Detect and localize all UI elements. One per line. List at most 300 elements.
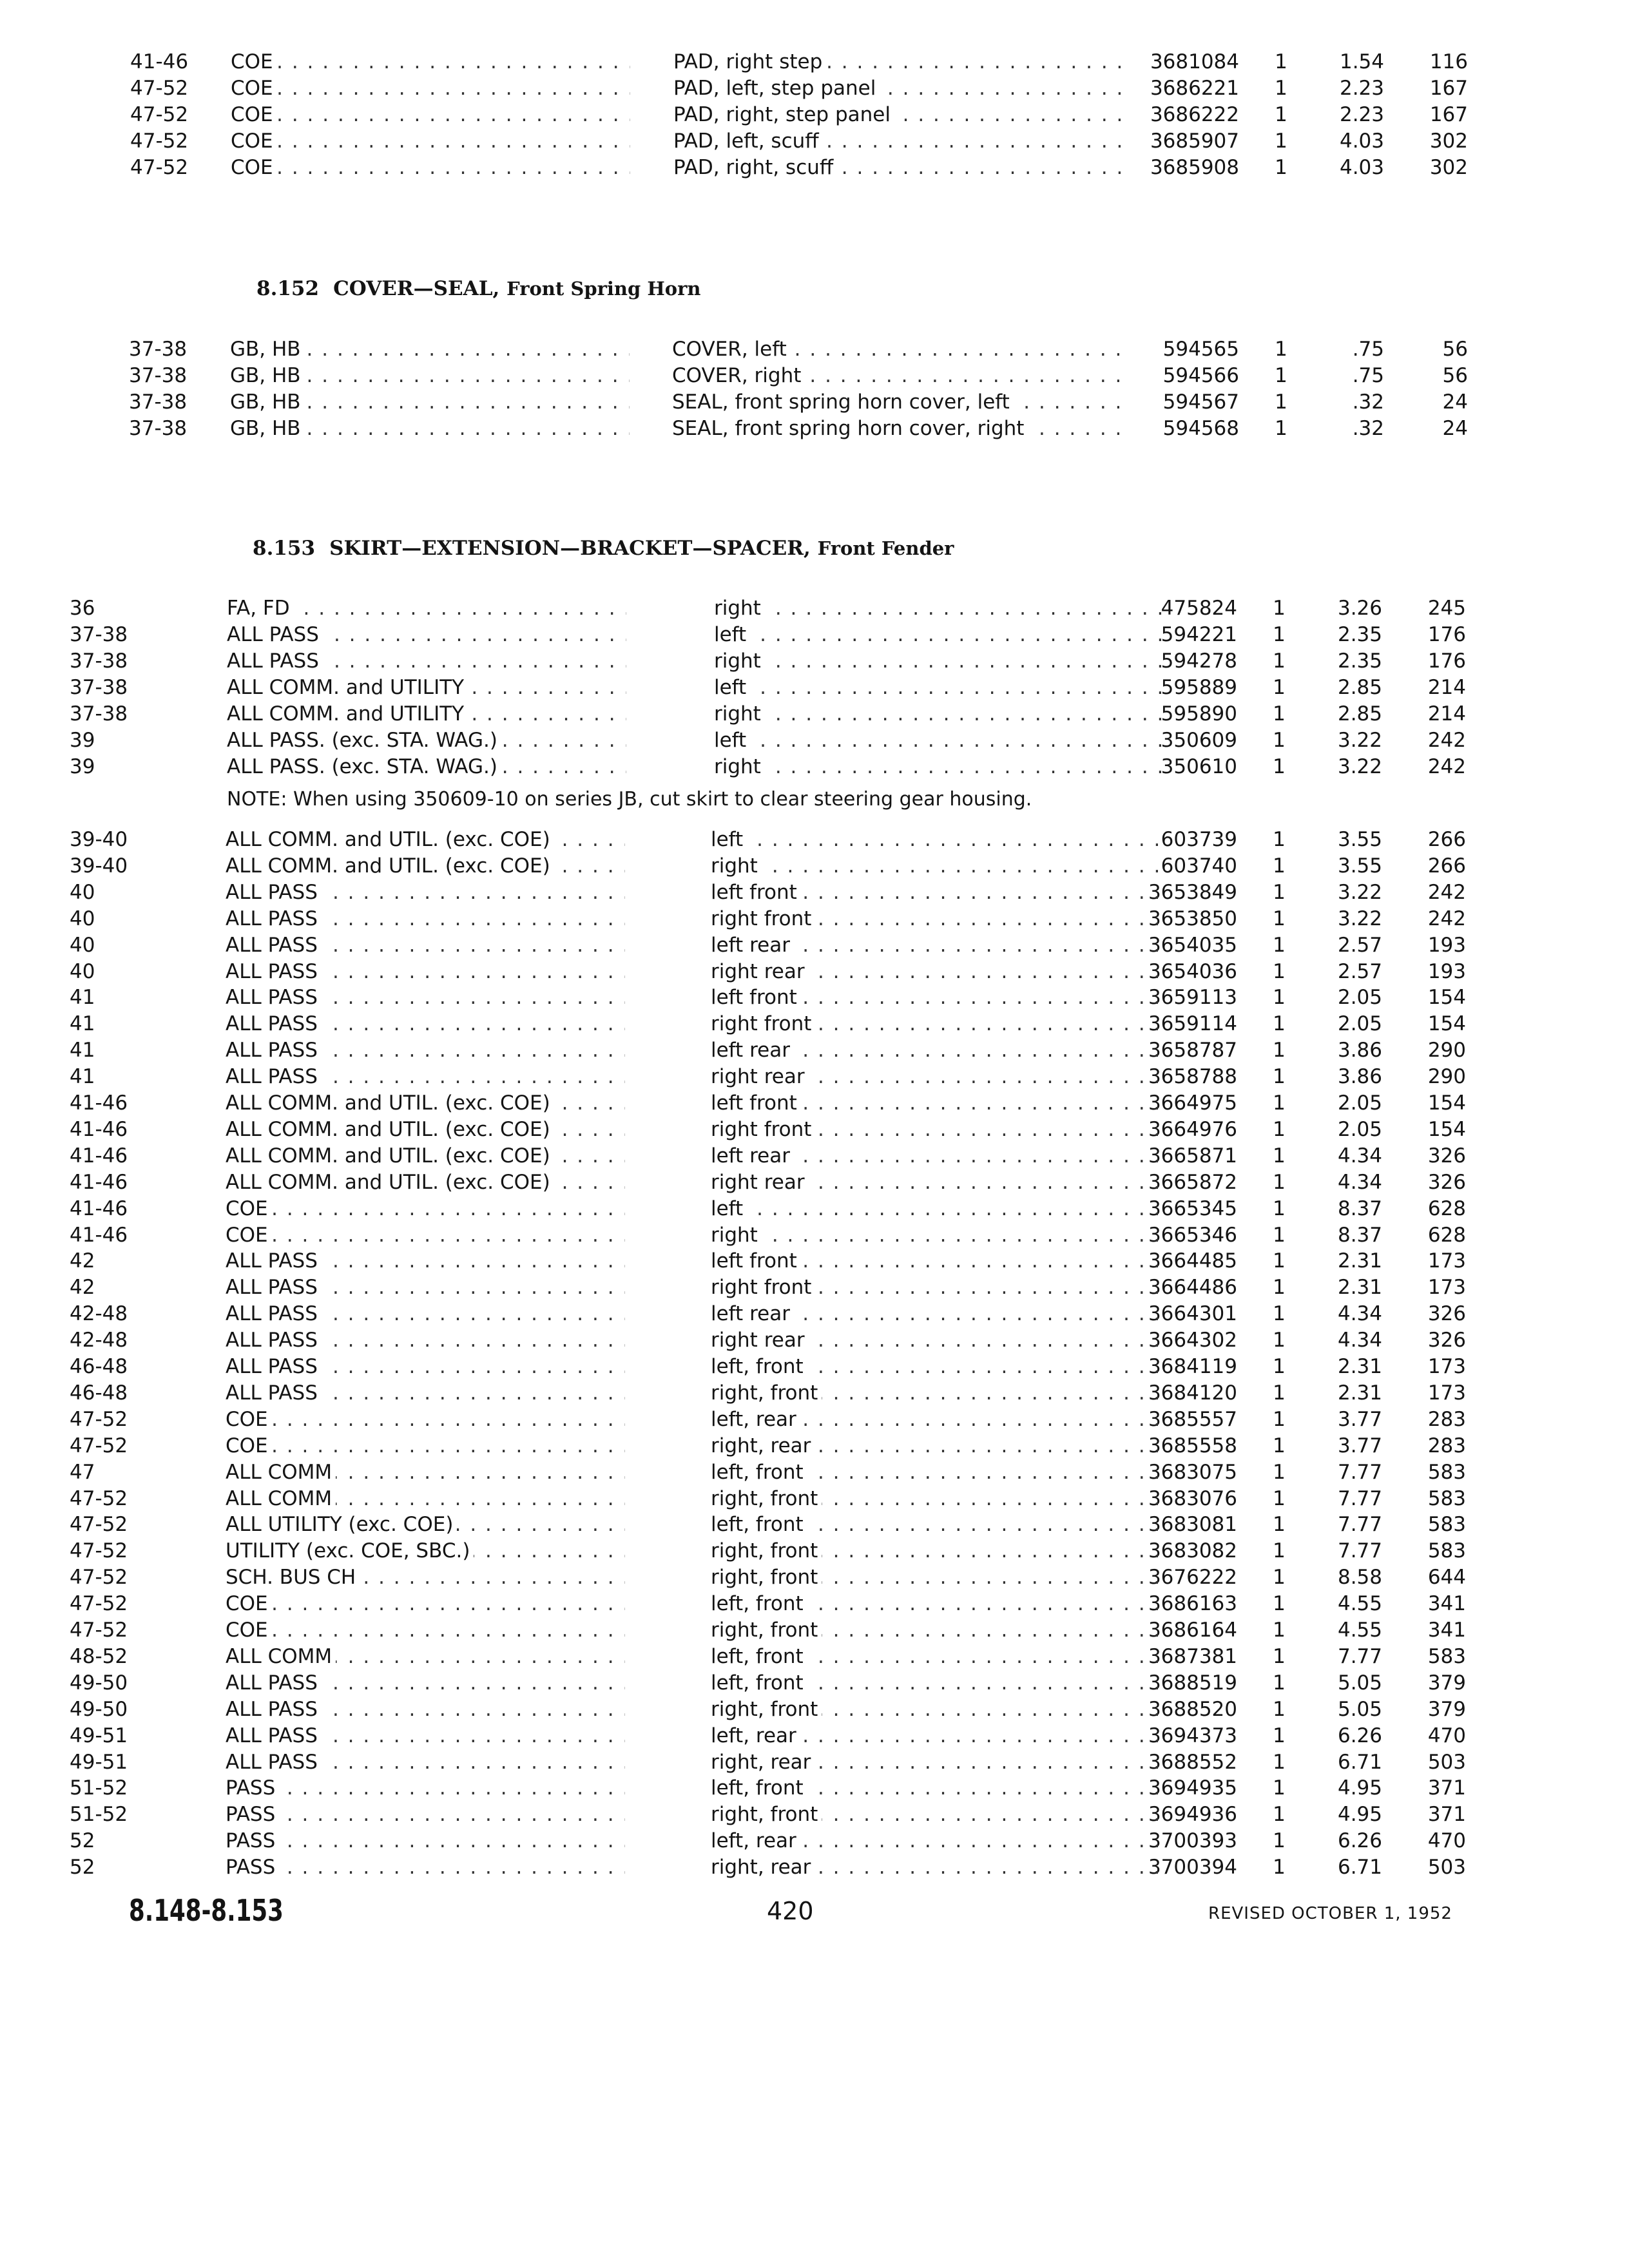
table-row	[0, 727, 1629, 753]
quantity-cell: 1	[1273, 880, 1286, 904]
part-number-cell: 3659113	[1148, 986, 1237, 1010]
model-cell-text: PASS	[226, 1829, 279, 1852]
price-cell: 3.55	[1337, 828, 1382, 851]
part-number-cell: 3664301	[1148, 1302, 1237, 1326]
description-cell	[711, 879, 1162, 905]
weight-cell: 242	[1427, 907, 1466, 930]
model-cell	[226, 906, 625, 932]
price-cell: 7.77	[1337, 1513, 1382, 1537]
description-cell-text: right	[711, 854, 762, 878]
quantity-cell: 1	[1273, 1329, 1286, 1352]
quantity-cell: 1	[1273, 1012, 1286, 1036]
table-row	[0, 648, 1629, 674]
quantity-cell: 1	[1273, 1829, 1286, 1853]
year-cell: 41-46	[70, 1223, 128, 1247]
price-cell: 6.71	[1337, 1750, 1382, 1774]
table-row	[0, 1723, 1629, 1749]
year-cell: 40	[70, 933, 95, 957]
model-cell	[226, 985, 625, 1010]
description-cell	[711, 1222, 1162, 1248]
part-number-cell: 594568	[1162, 417, 1239, 440]
price-cell: 4.95	[1337, 1803, 1382, 1827]
quantity-cell: 1	[1273, 1381, 1286, 1405]
weight-cell: 583	[1427, 1513, 1466, 1537]
table-row	[0, 959, 1629, 985]
table-row	[0, 1380, 1629, 1406]
part-number-cell: 3694936	[1148, 1803, 1237, 1827]
description-cell	[711, 1802, 1162, 1827]
table-row	[0, 879, 1629, 905]
quantity-cell: 1	[1273, 729, 1286, 752]
model-cell	[226, 1196, 625, 1222]
model-cell-text: ALL PASS	[226, 1249, 322, 1273]
section-title: SKIRT—EXTENSION—BRACKET—SPACER,	[329, 537, 811, 560]
part-number-cell: 3686222	[1150, 103, 1239, 126]
model-cell-text: ALL PASS. (exc. STA. WAG.)	[227, 755, 501, 778]
table-row	[0, 1117, 1629, 1142]
table-row	[0, 754, 1629, 780]
quantity-cell: 1	[1273, 1355, 1286, 1378]
description-cell-text: left, rear	[711, 1408, 800, 1431]
part-number-cell: 3686221	[1150, 77, 1239, 100]
model-cell-text: COE	[231, 130, 277, 153]
table-row	[0, 1354, 1629, 1379]
model-cell-text: ALL PASS	[226, 1012, 322, 1035]
description-cell-text: right front	[711, 1276, 815, 1299]
part-number-cell: 3654036	[1148, 959, 1237, 983]
model-cell-text: SCH. BUS CH	[226, 1566, 360, 1589]
year-cell: 47-52	[70, 1434, 128, 1457]
weight-cell: 266	[1427, 828, 1466, 851]
description-cell	[711, 1591, 1162, 1617]
weight-cell: 583	[1427, 1644, 1466, 1668]
model-cell	[226, 1854, 625, 1880]
model-cell	[226, 1354, 625, 1379]
model-cell-text: UTILITY (exc. COE, SBC.)	[226, 1539, 474, 1562]
quantity-cell: 1	[1273, 1091, 1286, 1115]
part-number-cell: 3684119	[1148, 1355, 1237, 1378]
description-cell-text: right	[711, 1224, 762, 1247]
description-cell-text: COVER, right	[672, 364, 805, 387]
description-cell	[672, 389, 1123, 415]
model-cell-text: ALL UTILITY (exc. COE)	[226, 1513, 457, 1536]
table-row	[0, 1169, 1629, 1195]
description-cell-text: left	[714, 676, 750, 699]
part-number-cell: 3653849	[1148, 880, 1237, 904]
description-cell	[711, 906, 1162, 932]
model-cell-text: COE	[226, 1408, 272, 1431]
description-cell	[714, 622, 1165, 648]
description-cell-text: left, rear	[711, 1829, 800, 1852]
year-cell: 51-52	[70, 1803, 128, 1827]
weight-cell: 326	[1427, 1170, 1466, 1194]
part-number-cell: 3683075	[1148, 1460, 1237, 1484]
year-cell: 41-46	[70, 1117, 128, 1141]
description-cell-text: right, rear	[711, 1856, 815, 1879]
quantity-cell: 1	[1273, 959, 1286, 983]
price-cell: 7.77	[1337, 1644, 1382, 1668]
model-cell	[227, 754, 626, 780]
part-number-cell: 3683076	[1148, 1486, 1237, 1510]
table-row	[0, 75, 1629, 101]
description-cell-text: PAD, right, step panel	[673, 103, 894, 126]
price-cell: 3.86	[1337, 1039, 1382, 1062]
quantity-cell: 1	[1273, 1407, 1286, 1431]
quantity-cell: 1	[1273, 755, 1286, 778]
model-cell	[226, 1117, 625, 1142]
table-row	[0, 1459, 1629, 1485]
model-cell	[226, 1564, 625, 1590]
model-cell	[231, 128, 630, 154]
price-cell: 4.95	[1337, 1776, 1382, 1800]
model-cell-text: ALL PASS	[226, 1329, 322, 1352]
table-row	[0, 1433, 1629, 1459]
quantity-cell: 1	[1275, 338, 1287, 361]
quantity-cell: 1	[1273, 1566, 1286, 1590]
quantity-cell: 1	[1273, 986, 1286, 1010]
weight-cell: 24	[1442, 390, 1468, 414]
model-cell-text: ALL PASS	[226, 1724, 322, 1747]
description-cell	[711, 1459, 1162, 1485]
description-cell	[711, 853, 1162, 879]
part-number-cell: 595889	[1161, 676, 1237, 699]
description-cell	[672, 336, 1123, 362]
model-cell-text: GB, HB	[230, 338, 305, 361]
table-row	[0, 1670, 1629, 1696]
quantity-cell: 1	[1273, 1750, 1286, 1774]
part-number-cell: 475824	[1161, 597, 1237, 620]
description-cell-text: left, front	[711, 1461, 807, 1484]
price-cell: 2.05	[1337, 986, 1382, 1010]
table-row	[0, 1564, 1629, 1590]
quantity-cell: 1	[1273, 907, 1286, 930]
weight-cell: 24	[1442, 417, 1468, 440]
table-row	[0, 102, 1629, 128]
description-cell	[714, 727, 1165, 753]
weight-cell: 628	[1427, 1196, 1466, 1220]
section-note: NOTE: When using 350609-10 on series JB, cut skirt to clear steering gear housing.	[227, 788, 1032, 811]
model-cell	[226, 1670, 625, 1696]
table-row	[0, 416, 1629, 441]
model-cell-text: COE	[226, 1619, 272, 1642]
model-cell-text: COE	[231, 156, 277, 179]
year-cell: 42	[70, 1276, 95, 1300]
description-cell	[714, 648, 1165, 674]
model-cell-text: ALL PASS	[226, 1751, 322, 1774]
year-cell: 47-52	[130, 130, 189, 153]
description-cell-text: right rear	[711, 1329, 809, 1352]
table-row	[0, 853, 1629, 879]
description-cell	[711, 1301, 1162, 1327]
price-cell: 6.26	[1337, 1724, 1382, 1747]
table-row	[0, 1591, 1629, 1617]
weight-cell: 302	[1429, 130, 1468, 153]
model-cell-text: COE	[231, 50, 277, 73]
weight-cell: 283	[1427, 1434, 1466, 1457]
year-cell: 40	[70, 880, 95, 904]
price-cell: .75	[1352, 338, 1384, 361]
weight-cell: 193	[1427, 959, 1466, 983]
year-cell: 52	[70, 1829, 95, 1853]
year-cell: 49-50	[70, 1697, 128, 1721]
part-number-cell: 3688519	[1148, 1671, 1237, 1695]
table-row	[0, 1196, 1629, 1222]
model-cell-text: ALL PASS	[227, 649, 323, 673]
model-cell-text: ALL PASS	[226, 907, 322, 930]
quantity-cell: 1	[1275, 364, 1287, 387]
description-cell	[711, 985, 1162, 1010]
description-cell	[711, 1538, 1162, 1564]
model-cell	[226, 1802, 625, 1827]
part-number-cell: 3664486	[1148, 1276, 1237, 1300]
quantity-cell: 1	[1273, 1117, 1286, 1141]
table-row	[0, 827, 1629, 852]
price-cell: 3.77	[1337, 1434, 1382, 1457]
section-8-153-heading	[253, 537, 954, 560]
description-cell-text: right, rear	[711, 1434, 815, 1457]
quantity-cell: 1	[1273, 1592, 1286, 1616]
weight-cell: 56	[1442, 338, 1468, 361]
year-cell: 41-46	[70, 1196, 128, 1220]
model-cell	[226, 1617, 625, 1643]
quantity-cell: 1	[1273, 1644, 1286, 1668]
description-cell	[711, 1749, 1162, 1775]
quantity-cell: 1	[1273, 1619, 1286, 1642]
part-number-cell: 3665345	[1148, 1196, 1237, 1220]
description-cell-text: left, front	[711, 1776, 807, 1800]
description-cell	[711, 959, 1162, 985]
year-cell: 37-38	[70, 623, 128, 646]
year-cell: 48-52	[70, 1644, 128, 1668]
table-row	[0, 675, 1629, 700]
price-cell: 3.26	[1337, 597, 1382, 620]
price-cell: 4.03	[1339, 156, 1384, 179]
model-cell-text: ALL PASS	[226, 1039, 322, 1062]
section-subtitle: Front Spring Horn	[506, 278, 701, 300]
price-cell: 8.37	[1337, 1196, 1382, 1220]
part-number-cell: 3664302	[1148, 1329, 1237, 1352]
model-cell	[226, 1222, 625, 1248]
year-cell: 37-38	[129, 417, 188, 440]
model-cell	[226, 1064, 625, 1090]
part-number-cell: 3694935	[1148, 1776, 1237, 1800]
part-number-cell: 3685907	[1150, 130, 1239, 153]
table-row	[0, 49, 1629, 75]
model-cell	[231, 49, 630, 75]
model-cell	[226, 1090, 625, 1116]
year-cell: 47-52	[70, 1539, 128, 1563]
part-number-cell: 3687381	[1148, 1644, 1237, 1668]
year-cell: 47-52	[70, 1513, 128, 1537]
part-number-cell: 3665346	[1148, 1223, 1237, 1247]
price-cell: 2.05	[1337, 1117, 1382, 1141]
description-cell-text: PAD, right, scuff	[673, 156, 837, 179]
model-cell-text: ALL PASS	[226, 1698, 322, 1721]
description-cell-text: right	[714, 702, 765, 726]
model-cell	[226, 1407, 625, 1432]
table-row	[0, 1538, 1629, 1564]
description-cell	[711, 1723, 1162, 1749]
year-cell: 47-52	[130, 156, 189, 179]
model-cell-text: COE	[226, 1434, 272, 1457]
model-cell-text: ALL PASS	[226, 986, 322, 1009]
year-cell: 47-52	[130, 103, 189, 126]
section-8-152-heading	[256, 277, 700, 300]
weight-cell: 341	[1427, 1619, 1466, 1642]
model-cell-text: GB, HB	[230, 417, 305, 440]
price-cell: 2.31	[1337, 1381, 1382, 1405]
weight-cell: 193	[1427, 933, 1466, 957]
model-cell-text: ALL COMM. and UTIL. (exc. COE)	[226, 1171, 554, 1194]
section-title: COVER—SEAL,	[333, 277, 500, 300]
description-cell	[711, 1617, 1162, 1643]
description-cell	[672, 363, 1123, 389]
table-row	[0, 389, 1629, 415]
weight-cell: 283	[1427, 1407, 1466, 1431]
price-cell: 3.22	[1337, 755, 1382, 778]
model-cell	[226, 959, 625, 985]
price-cell: 2.05	[1337, 1012, 1382, 1036]
description-cell-text: PAD, right step	[673, 50, 826, 73]
description-cell-text: right front	[711, 1118, 815, 1141]
description-cell	[673, 49, 1124, 75]
year-cell: 40	[70, 907, 95, 930]
description-cell-text: SEAL, front spring horn cover, left	[672, 390, 1014, 414]
description-cell-text: right, front	[711, 1566, 822, 1589]
price-cell: 2.35	[1337, 649, 1382, 673]
quantity-cell: 1	[1273, 933, 1286, 957]
quantity-cell: 1	[1273, 1276, 1286, 1300]
table-row	[0, 155, 1629, 180]
model-cell	[226, 1143, 625, 1169]
footer-revised-date: REVISED OCTOBER 1, 1952	[1208, 1904, 1452, 1923]
model-cell-text: COE	[226, 1592, 272, 1615]
model-cell	[226, 1169, 625, 1195]
model-cell	[226, 1459, 625, 1485]
weight-cell: 628	[1427, 1223, 1466, 1247]
description-cell-text: COVER, left	[672, 338, 791, 361]
model-cell-text: PASS	[226, 1856, 279, 1879]
model-cell-text: ALL COMM	[226, 1461, 336, 1484]
model-cell	[231, 102, 630, 128]
weight-cell: 154	[1427, 1117, 1466, 1141]
year-cell: 37-38	[129, 364, 188, 387]
price-cell: 7.77	[1337, 1460, 1382, 1484]
part-number-cell: 3684120	[1148, 1381, 1237, 1405]
table-row	[0, 1011, 1629, 1037]
part-number-cell: 603739	[1161, 828, 1237, 851]
price-cell: 3.77	[1337, 1407, 1382, 1431]
price-cell: .75	[1352, 364, 1384, 387]
description-cell	[711, 1407, 1162, 1432]
weight-cell: 173	[1427, 1381, 1466, 1405]
part-number-cell: 3688552	[1148, 1750, 1237, 1774]
part-number-cell: 3686163	[1148, 1592, 1237, 1616]
model-cell	[231, 75, 630, 101]
price-cell: 4.34	[1337, 1170, 1382, 1194]
description-cell-text: left, front	[711, 1513, 807, 1536]
weight-cell: 326	[1427, 1302, 1466, 1326]
price-cell: 3.86	[1337, 1065, 1382, 1089]
description-cell-text: right front	[711, 1012, 815, 1035]
description-cell	[711, 1644, 1162, 1669]
weight-cell: 379	[1427, 1671, 1466, 1695]
quantity-cell: 1	[1273, 1697, 1286, 1721]
price-cell: 3.55	[1337, 854, 1382, 878]
model-cell-text: ALL PASS	[226, 1065, 322, 1088]
description-cell	[711, 827, 1162, 852]
weight-cell: 290	[1427, 1039, 1466, 1062]
year-cell: 37-38	[70, 649, 128, 673]
table-row	[0, 932, 1629, 958]
price-cell: 2.23	[1339, 103, 1384, 126]
description-cell	[711, 1327, 1162, 1353]
description-cell-text: right, front	[711, 1487, 822, 1510]
model-cell	[226, 1037, 625, 1063]
model-cell	[230, 336, 630, 362]
model-cell	[226, 1512, 625, 1537]
part-number-cell: 3688520	[1148, 1697, 1237, 1721]
weight-cell: 214	[1427, 676, 1466, 699]
weight-cell: 116	[1429, 50, 1468, 73]
part-number-cell: 3685558	[1148, 1434, 1237, 1457]
part-number-cell: 3664485	[1148, 1249, 1237, 1273]
description-cell	[711, 1117, 1162, 1142]
year-cell: 46-48	[70, 1355, 128, 1378]
part-number-cell: 3658787	[1148, 1039, 1237, 1062]
description-cell	[711, 1670, 1162, 1696]
price-cell: 3.22	[1337, 729, 1382, 752]
quantity-cell: 1	[1275, 50, 1287, 73]
model-cell	[226, 1274, 625, 1300]
model-cell	[226, 1433, 625, 1459]
section-number: 8.152	[256, 277, 320, 300]
part-number-cell: 3683081	[1148, 1513, 1237, 1537]
description-cell-text: PAD, left, step panel	[673, 77, 880, 100]
description-cell-text: left	[714, 623, 750, 646]
table-row	[0, 1828, 1629, 1854]
part-number-cell: 3685908	[1150, 156, 1239, 179]
weight-cell: 503	[1427, 1856, 1466, 1879]
price-cell: 2.05	[1337, 1091, 1382, 1115]
model-cell	[226, 1248, 625, 1274]
model-cell	[226, 1301, 625, 1327]
description-cell-text: left	[711, 1197, 747, 1220]
quantity-cell: 1	[1273, 1144, 1286, 1168]
year-cell: 51-52	[70, 1776, 128, 1800]
weight-cell: 326	[1427, 1144, 1466, 1168]
description-cell-text: PAD, left, scuff	[673, 130, 823, 153]
quantity-cell: 1	[1273, 1513, 1286, 1537]
part-number-cell: 3665872	[1148, 1170, 1237, 1194]
table-row	[0, 1644, 1629, 1669]
weight-cell: 176	[1427, 649, 1466, 673]
part-number-cell: 350609	[1161, 729, 1237, 752]
year-cell: 39-40	[70, 854, 128, 878]
description-cell-text: right rear	[711, 1171, 809, 1194]
quantity-cell: 1	[1275, 77, 1287, 100]
description-cell	[711, 1354, 1162, 1379]
description-cell-text: right rear	[711, 1065, 809, 1088]
table-row	[0, 1090, 1629, 1116]
weight-cell: 470	[1427, 1724, 1466, 1747]
year-cell: 37-38	[70, 676, 128, 699]
weight-cell: 470	[1427, 1829, 1466, 1853]
description-cell	[711, 1064, 1162, 1090]
quantity-cell: 1	[1273, 1434, 1286, 1457]
year-cell: 37-38	[70, 702, 128, 726]
quantity-cell: 1	[1273, 1803, 1286, 1827]
